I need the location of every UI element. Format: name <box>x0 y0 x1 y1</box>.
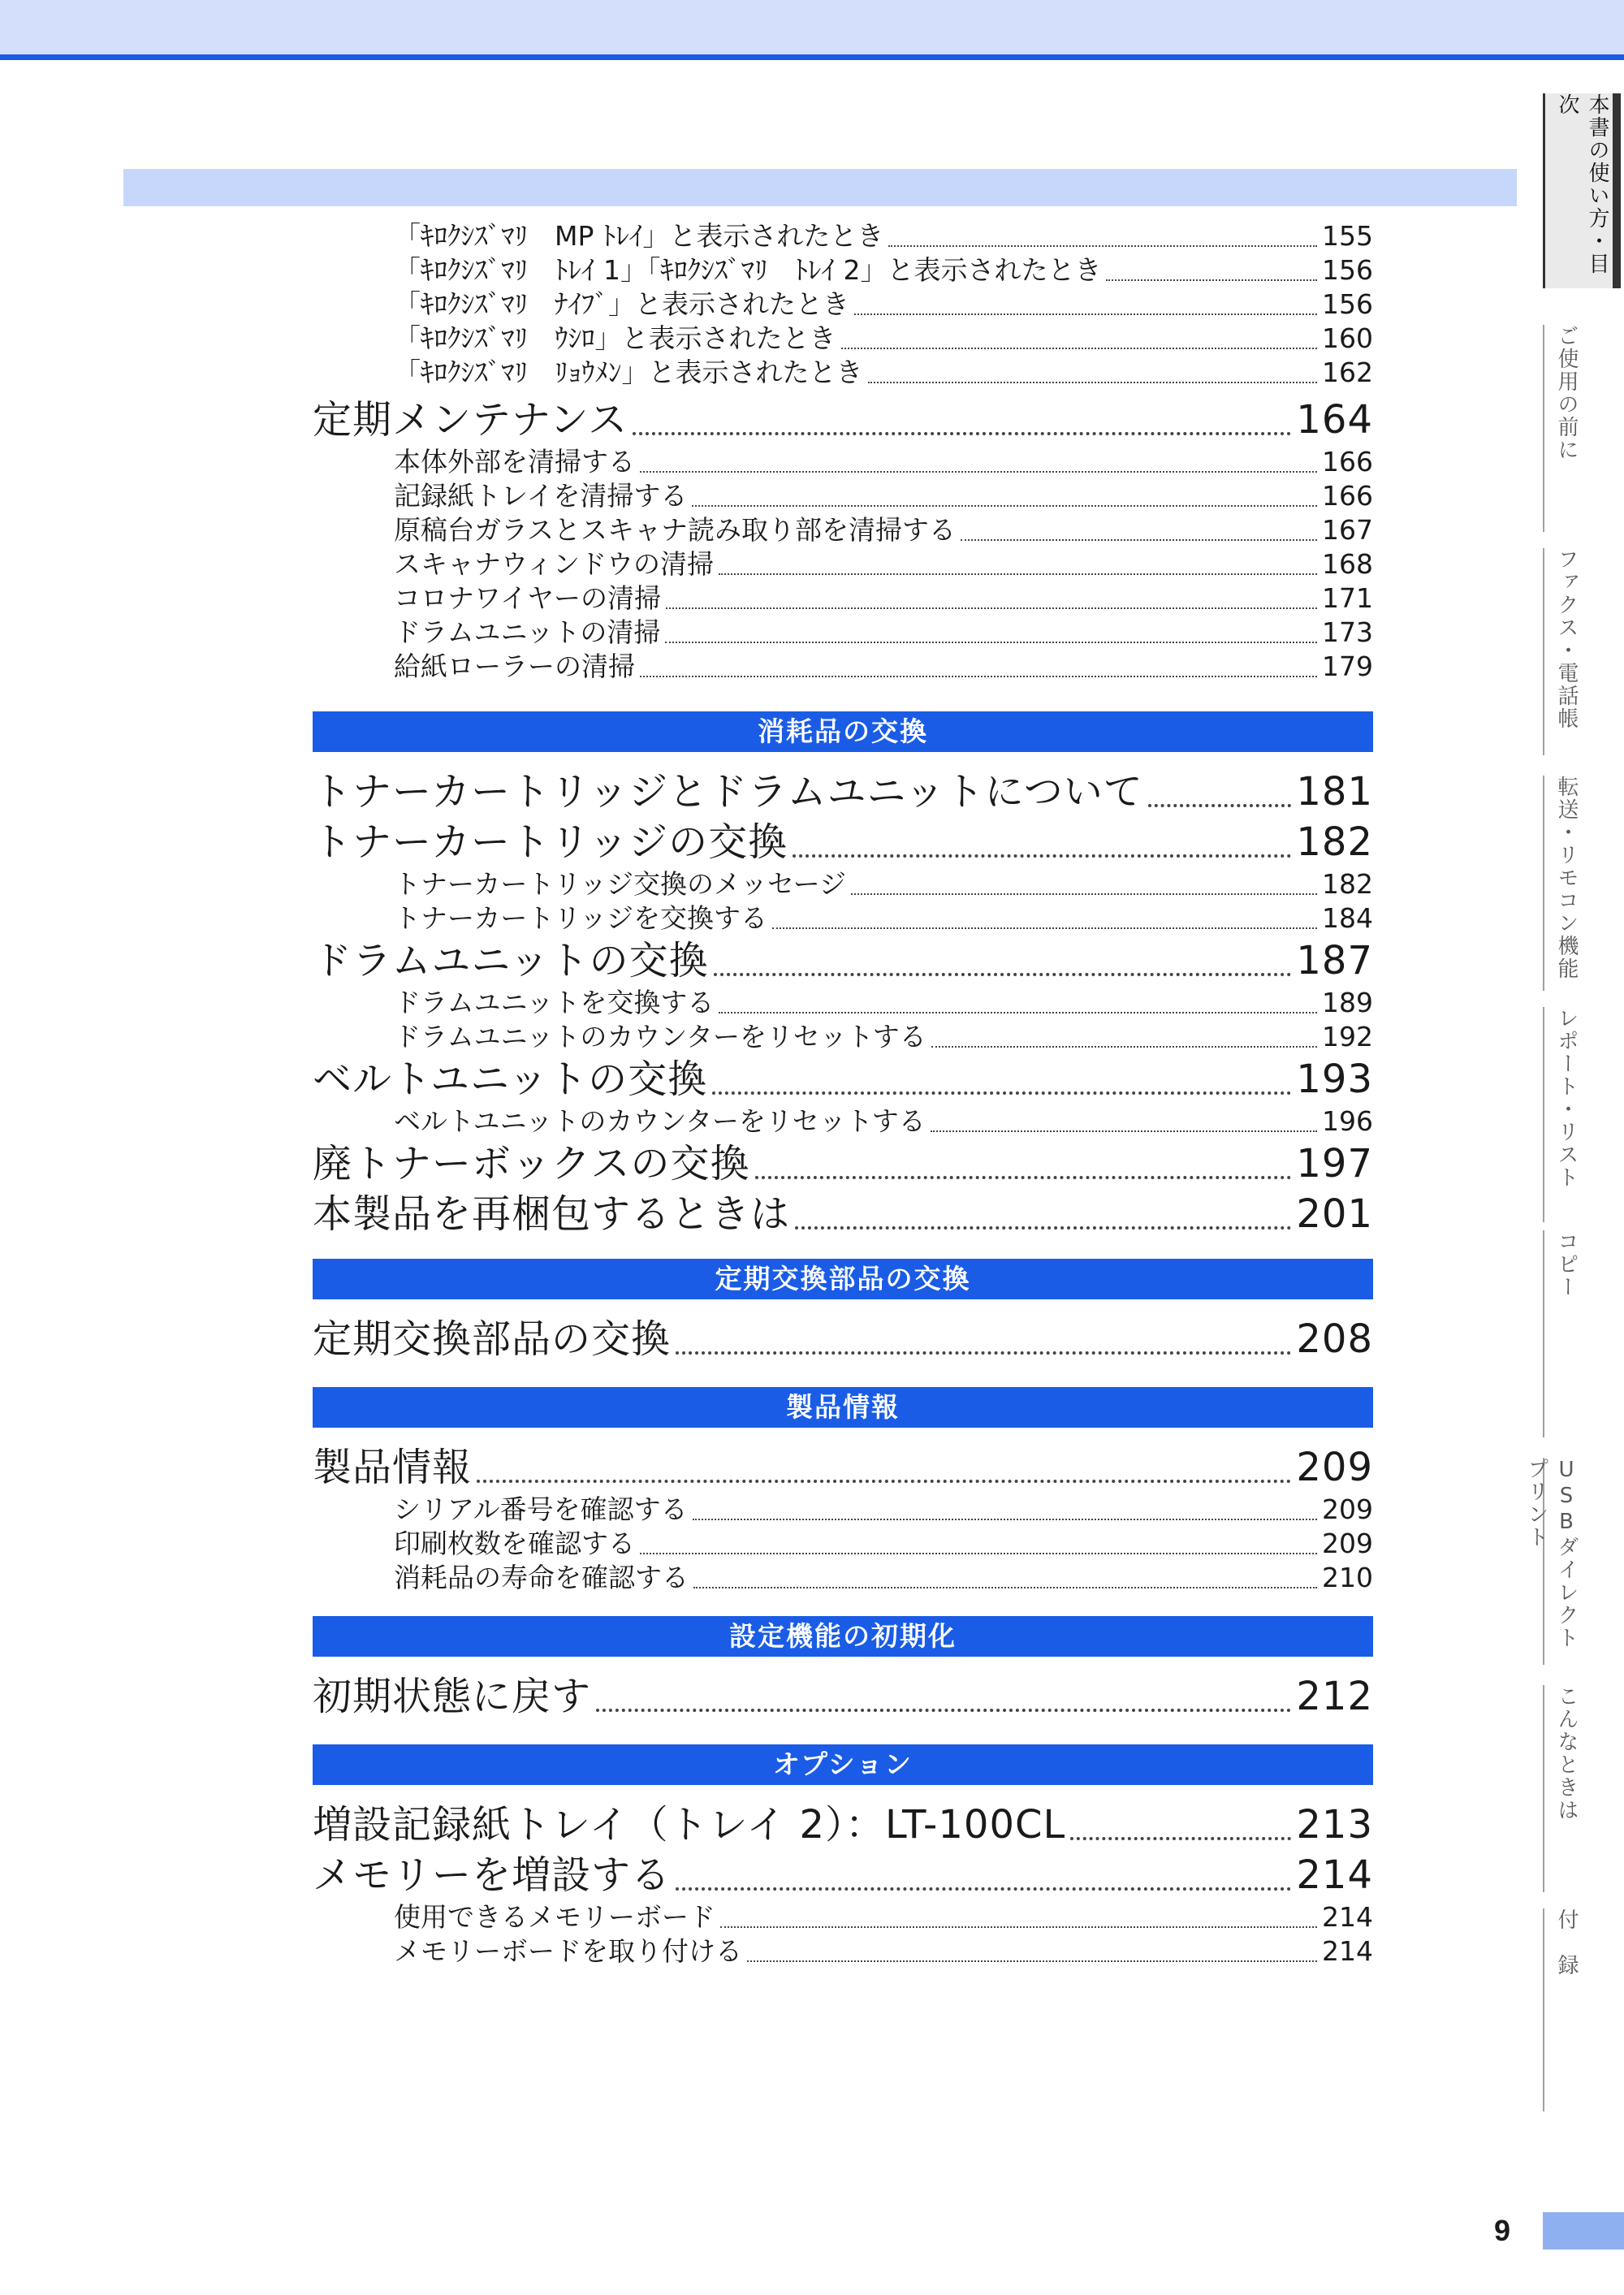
toc-entry-page: 201 <box>1296 1191 1373 1237</box>
toc-entry-title: 製品情報 <box>313 1445 473 1490</box>
toc-entry-page: 162 <box>1322 357 1373 388</box>
page-number-marker <box>1543 2212 1624 2250</box>
toc-entry-title: スキャナウィンドウの清掃 <box>394 548 715 580</box>
toc-entry-page: 164 <box>1296 397 1373 443</box>
dot-leader <box>640 471 1317 473</box>
toc-subentry[interactable] <box>313 479 1373 513</box>
toc-subentry[interactable] <box>313 1561 1373 1595</box>
chapter-tab[interactable] <box>1543 548 1582 755</box>
toc-entry-page: 155 <box>1322 220 1373 252</box>
chapter-tab-label: ご使用の前に <box>1554 325 1579 461</box>
toc-entry-title: 廃トナーボックスの交換 <box>313 1141 750 1186</box>
toc-entry[interactable] <box>313 1314 1373 1364</box>
toc-entry-title: ドラムユニットの交換 <box>313 938 709 983</box>
dot-leader <box>712 1091 1291 1095</box>
chapter-tab[interactable] <box>1524 1458 1582 1665</box>
toc-entry-title: 「ｷﾛｸｼｽﾞﾏﾘ ﾄﾚｲ 1」「ｷﾛｸｼｽﾞﾏﾘ ﾄﾚｲ 2」と表示されたとき <box>394 254 1102 286</box>
table-of-contents <box>313 219 1373 1969</box>
dot-leader <box>640 676 1317 677</box>
chapter-tab[interactable] <box>1543 93 1621 288</box>
toc-entry-page: 187 <box>1296 938 1373 983</box>
toc-entry[interactable] <box>313 936 1373 986</box>
toc-entry-title: 定期交換部品の交換 <box>313 1316 672 1362</box>
toc-entry-title: ドラムユニットを交換する <box>394 987 715 1018</box>
section-heading-options: オプション <box>313 1744 1373 1785</box>
dot-leader <box>693 1587 1317 1588</box>
toc-entry-title: 使用できるメモリーボード <box>394 1901 715 1933</box>
toc-entry-page: 179 <box>1322 650 1373 682</box>
toc-entry-title: 定期メンテナンス <box>313 397 628 443</box>
dot-leader <box>961 539 1317 541</box>
toc-entry-page: 182 <box>1296 819 1373 865</box>
dot-leader <box>1148 804 1292 807</box>
dot-leader <box>1106 279 1317 281</box>
dot-leader <box>747 1960 1317 1962</box>
toc-entry-title: 給紙ローラーの清掃 <box>394 650 635 682</box>
chapter-tab-label: こんなときは <box>1554 1685 1579 1822</box>
section-heading-consumables: 消耗品の交換 <box>313 711 1373 752</box>
dot-leader <box>755 1176 1292 1179</box>
page-number: 9 <box>1494 2214 1511 2247</box>
chapter-tab[interactable] <box>1543 1230 1582 1437</box>
dot-leader <box>477 1480 1291 1483</box>
toc-entry-page: 213 <box>1296 1802 1373 1848</box>
section-heading-product-info: 製品情報 <box>313 1387 1373 1428</box>
toc-entry[interactable] <box>313 1054 1373 1104</box>
dot-leader <box>841 348 1318 349</box>
chapter-tab[interactable] <box>1543 325 1582 532</box>
toc-entry-title: ドラムユニットの清掃 <box>394 616 661 648</box>
dot-leader <box>931 1046 1317 1048</box>
toc-entry-page: 173 <box>1322 616 1373 648</box>
toc-entry-title: 「ｷﾛｸｼｽﾞﾏﾘ MP ﾄﾚｲ」と表示されたとき <box>394 220 884 252</box>
toc-entry-title: 消耗品の寿命を確認する <box>394 1562 689 1593</box>
toc-entry-title: 本製品を再梱包するときは <box>313 1191 791 1237</box>
toc-entry-page: 193 <box>1296 1057 1373 1102</box>
dot-leader <box>851 893 1317 895</box>
toc-entry-title: メモリーボードを取り付ける <box>394 1935 742 1967</box>
toc-entry-title: 原稿台ガラスとスキャナ読み取り部を清掃する <box>394 514 957 546</box>
toc-entry[interactable] <box>313 1442 1373 1493</box>
chapter-tab-label-2: 目次 <box>1555 93 1609 275</box>
toc-entry-title: 印刷枚数を確認する <box>394 1528 635 1559</box>
section-header-band <box>123 169 1517 206</box>
toc-entry[interactable] <box>313 1850 1373 1900</box>
dot-leader <box>719 573 1317 575</box>
dot-leader <box>719 1012 1317 1014</box>
dot-leader <box>596 1709 1291 1712</box>
dot-leader <box>720 1926 1317 1928</box>
toc-entry-title: トナーカートリッジとドラムユニットについて <box>313 769 1143 815</box>
header-band <box>0 0 1624 60</box>
dot-leader <box>854 313 1317 315</box>
toc-entry-page: 156 <box>1322 254 1373 286</box>
toc-entry-page: 181 <box>1296 769 1373 815</box>
toc-subentry[interactable] <box>313 986 1373 1020</box>
toc-entry-page: 166 <box>1322 480 1373 512</box>
chapter-tab-label: 本書の使い方・ <box>1585 93 1609 253</box>
toc-subentry[interactable] <box>313 253 1373 287</box>
toc-entry-title: 本体外部を清掃する <box>394 446 635 478</box>
toc-subentry[interactable] <box>313 1104 1373 1139</box>
toc-entry-page: 208 <box>1296 1316 1373 1362</box>
toc-entry-page: 156 <box>1322 288 1373 320</box>
toc-entry-page: 168 <box>1322 548 1373 580</box>
dot-leader <box>666 607 1317 609</box>
toc-subentry[interactable] <box>313 219 1373 253</box>
toc-entry-page: 167 <box>1322 514 1373 546</box>
toc-subentry[interactable] <box>313 322 1373 356</box>
dot-leader <box>633 432 1291 435</box>
toc-entry-page: 214 <box>1322 1901 1373 1933</box>
toc-entry-page: 214 <box>1296 1852 1373 1898</box>
toc-subentry[interactable] <box>313 867 1373 901</box>
toc-entry-title: 「ｷﾛｸｼｽﾞﾏﾘ ﾘｮｳﾒﾝ」と表示されたとき <box>394 357 863 388</box>
toc-entry[interactable] <box>313 767 1373 817</box>
toc-entry[interactable] <box>313 817 1373 867</box>
toc-entry-page: 192 <box>1322 1021 1373 1052</box>
toc-entry-title: 増設記録紙トレイ（トレイ 2）：LT-100CL <box>313 1802 1066 1848</box>
toc-entry-title: 記録紙トレイを清掃する <box>394 480 688 512</box>
toc-entry-page: 166 <box>1322 446 1373 478</box>
toc-entry-page: 212 <box>1296 1674 1373 1719</box>
dot-leader <box>640 1553 1317 1554</box>
dot-leader <box>793 854 1291 858</box>
section-heading-periodic-parts: 定期交換部品の交換 <box>313 1259 1373 1299</box>
chapter-tab[interactable] <box>1543 776 1582 991</box>
dot-leader <box>676 1351 1291 1355</box>
toc-entry-title: シリアル番号を確認する <box>394 1493 688 1525</box>
toc-entry-page: 214 <box>1322 1935 1373 1967</box>
chapter-tab-label: USBダイレクトプリント <box>1524 1458 1579 1649</box>
toc-entry-title: トナーカートリッジの交換 <box>313 819 788 865</box>
toc-subentry[interactable] <box>313 547 1373 581</box>
chapter-tab-label: 付 録 <box>1554 1908 1579 1977</box>
chapter-tab-label: レポート・リスト <box>1554 1007 1579 1189</box>
dot-leader <box>772 927 1317 929</box>
toc-entry-title: コロナワイヤーの清掃 <box>394 582 662 614</box>
chapter-tab[interactable] <box>1543 1908 1582 2111</box>
toc-subentry[interactable] <box>313 581 1373 616</box>
toc-entry[interactable] <box>313 1671 1373 1722</box>
toc-entry-page: 197 <box>1296 1141 1373 1186</box>
toc-entry-title: トナーカートリッジを交換する <box>394 902 768 934</box>
toc-subentry[interactable] <box>313 287 1373 322</box>
toc-entry-title: 「ｷﾛｸｼｽﾞﾏﾘ ｳｼﾛ」と表示されたとき <box>394 322 836 354</box>
toc-entry[interactable] <box>313 1189 1373 1239</box>
chapter-tab[interactable] <box>1543 1007 1582 1222</box>
toc-subentry[interactable] <box>313 1900 1373 1934</box>
toc-entry-page: 209 <box>1322 1493 1373 1525</box>
toc-entry-page: 184 <box>1322 902 1373 934</box>
toc-subentry[interactable] <box>313 616 1373 650</box>
dot-leader <box>931 1130 1317 1132</box>
toc-entry[interactable] <box>313 1800 1373 1850</box>
toc-entry-title: ベルトユニットのカウンターをリセットする <box>394 1105 926 1137</box>
dot-leader <box>868 382 1318 383</box>
toc-entry-page: 210 <box>1322 1562 1373 1593</box>
toc-subentry[interactable] <box>313 1934 1373 1969</box>
toc-subentry[interactable] <box>313 356 1373 390</box>
toc-entry-page: 189 <box>1322 987 1373 1018</box>
toc-entry-page: 182 <box>1322 868 1373 900</box>
dot-leader <box>692 505 1317 507</box>
toc-entry-page: 160 <box>1322 322 1373 354</box>
section-heading-reset: 設定機能の初期化 <box>313 1616 1373 1657</box>
dot-leader <box>676 1887 1291 1891</box>
toc-entry-title: メモリーを増設する <box>313 1852 672 1898</box>
chapter-tab-label: コピー <box>1554 1230 1579 1299</box>
toc-entry-page: 209 <box>1296 1445 1373 1490</box>
dot-leader <box>795 1226 1291 1230</box>
dot-leader <box>693 1519 1317 1520</box>
dot-leader <box>714 973 1292 976</box>
toc-entry-title: 初期状態に戻す <box>313 1674 592 1719</box>
dot-leader <box>1070 1837 1291 1840</box>
toc-entry[interactable] <box>313 1139 1373 1189</box>
dot-leader <box>888 245 1317 247</box>
toc-subentry[interactable] <box>313 901 1373 936</box>
toc-entry[interactable] <box>313 395 1373 445</box>
toc-entry-title: 「ｷﾛｸｼｽﾞﾏﾘ ﾅｲﾌﾞ」と表示されたとき <box>394 288 849 320</box>
chapter-tab[interactable] <box>1543 1685 1582 1892</box>
toc-entry-title: トナーカートリッジ交換のメッセージ <box>394 868 847 900</box>
toc-subentry[interactable] <box>313 650 1373 684</box>
toc-entry-page: 196 <box>1322 1105 1373 1137</box>
dot-leader <box>665 642 1317 643</box>
toc-entry-page: 171 <box>1322 582 1373 614</box>
toc-subentry[interactable] <box>313 513 1373 547</box>
toc-subentry[interactable] <box>313 1493 1373 1527</box>
chapter-tab-label: 転送・リモコン機能 <box>1554 776 1579 980</box>
toc-subentry[interactable] <box>313 1020 1373 1054</box>
toc-subentry[interactable] <box>313 1527 1373 1561</box>
toc-entry-title: ドラムユニットのカウンターをリセットする <box>394 1021 926 1052</box>
toc-subentry[interactable] <box>313 445 1373 479</box>
chapter-tab-label: ファクス・電話帳 <box>1554 548 1579 730</box>
toc-entry-page: 209 <box>1322 1528 1373 1559</box>
toc-entry-title: ベルトユニットの交換 <box>313 1057 708 1102</box>
